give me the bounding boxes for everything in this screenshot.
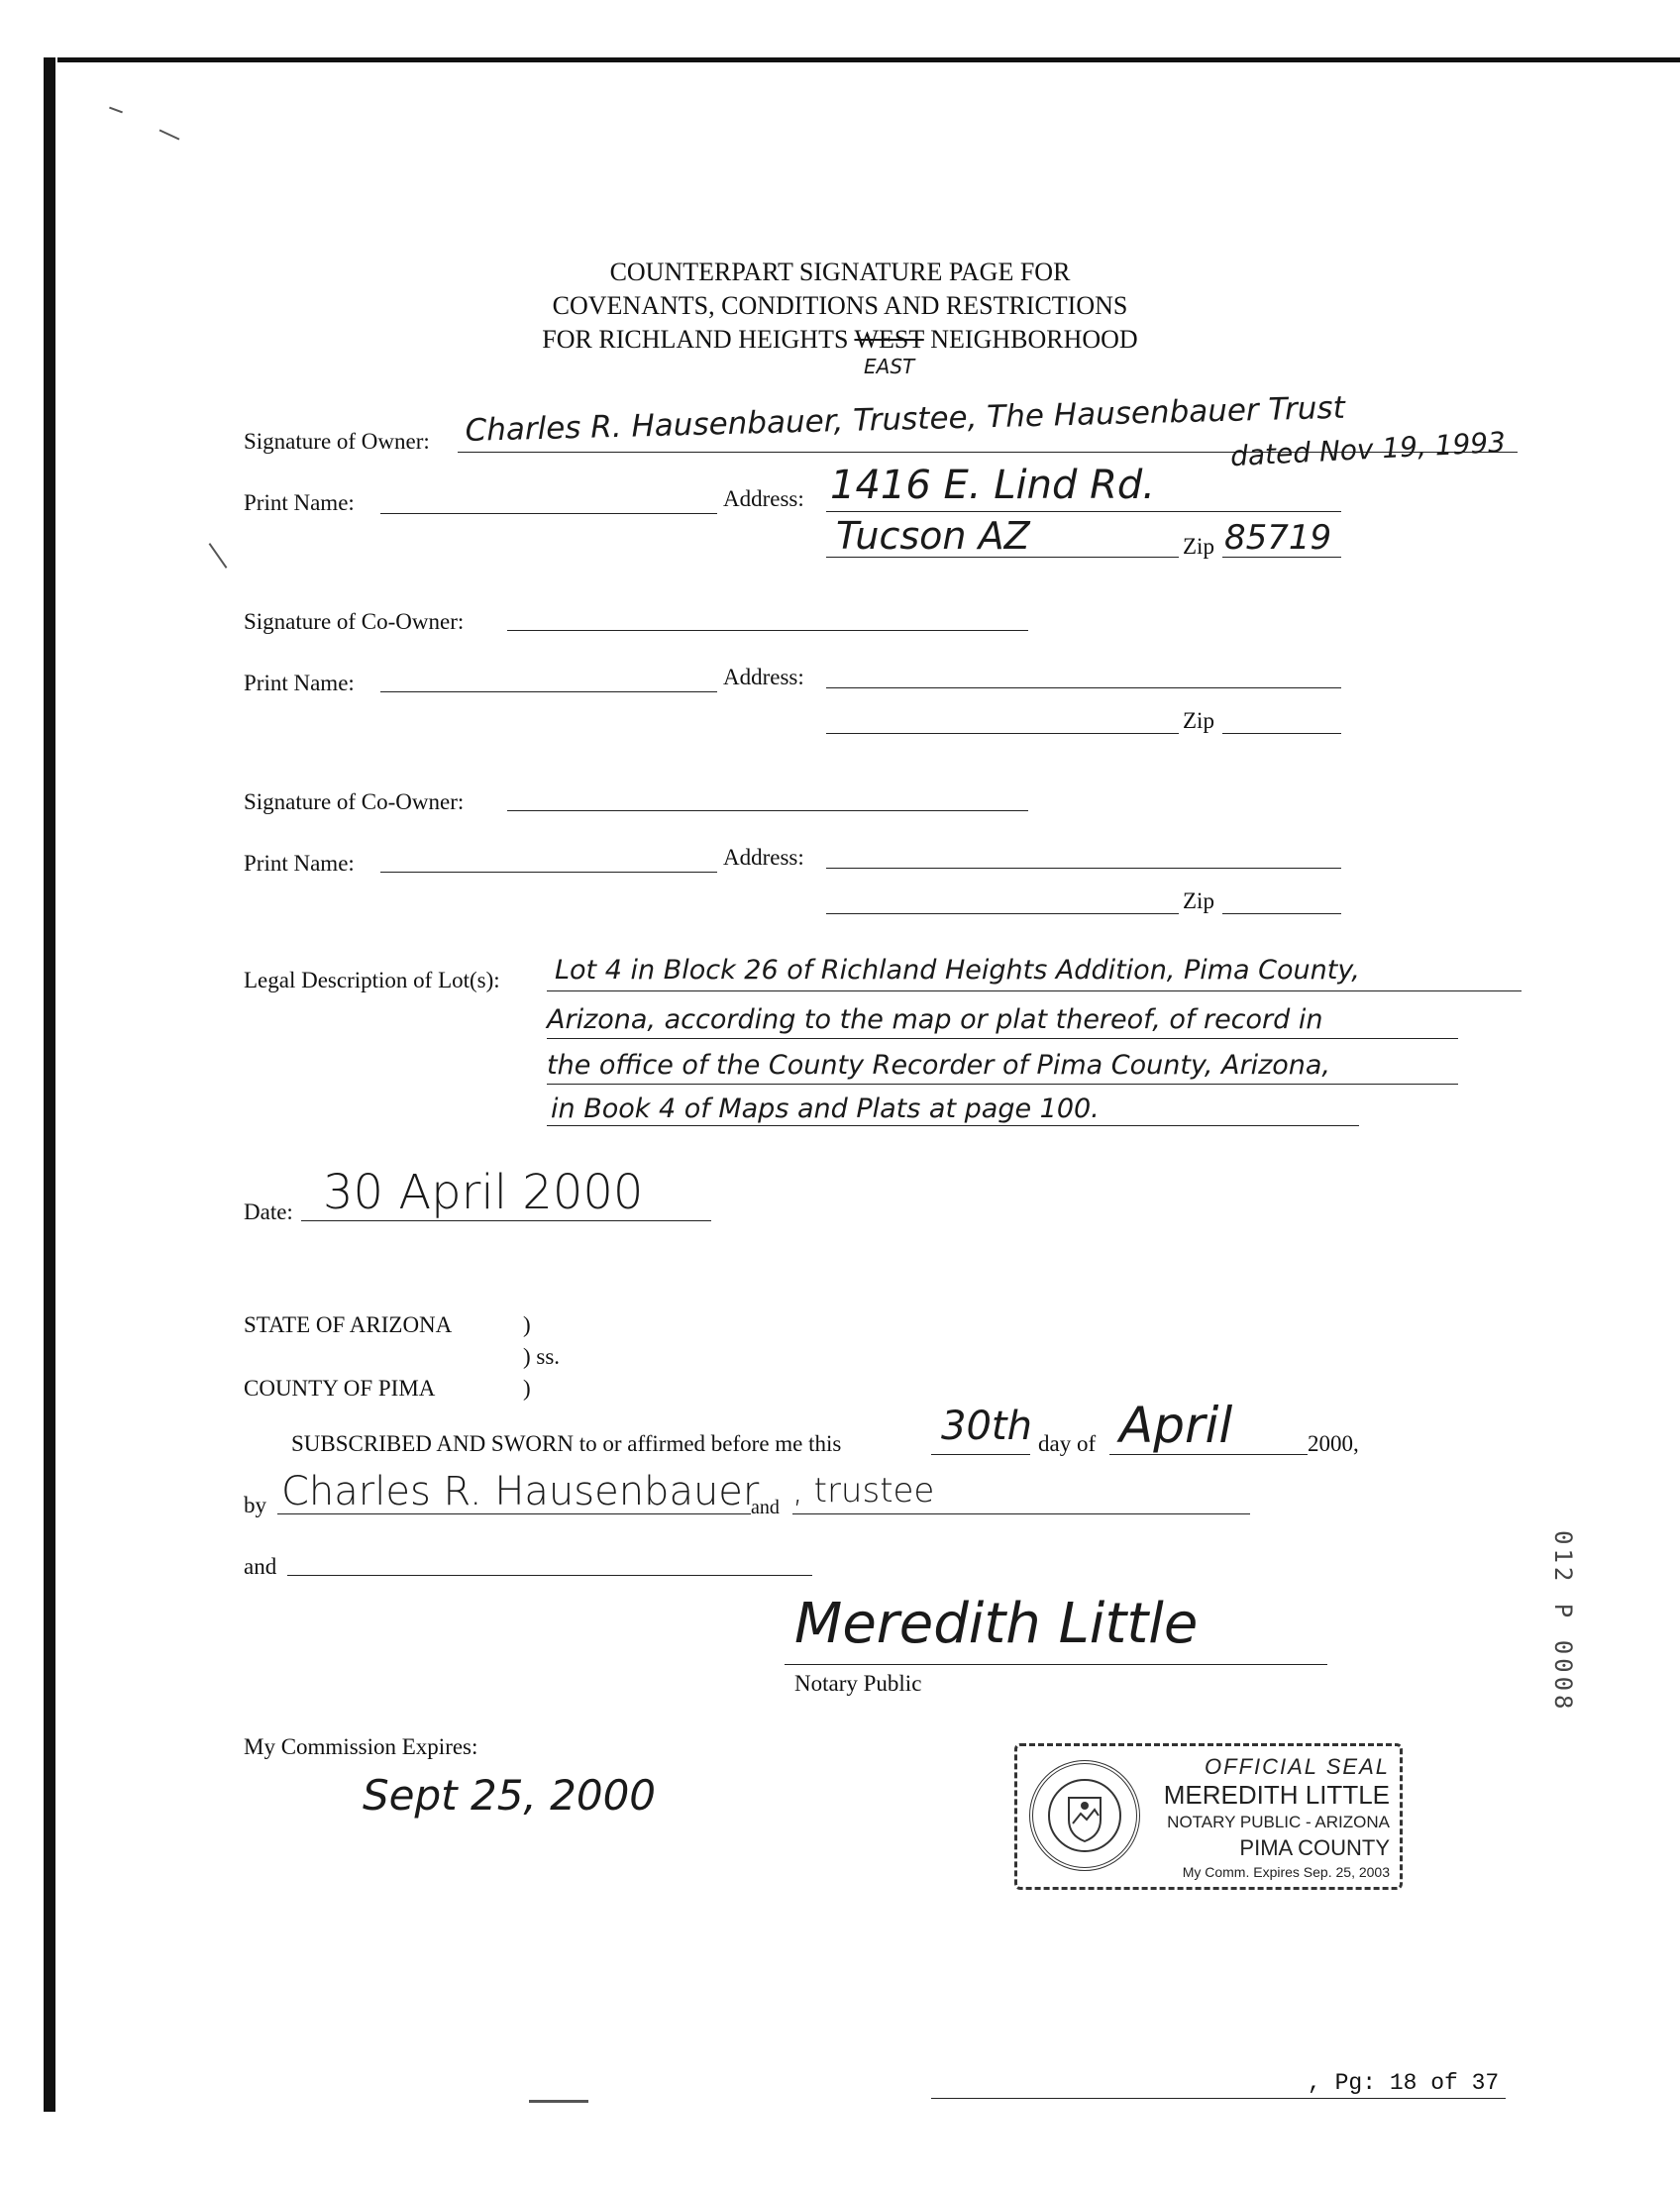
legal-description-line-2[interactable]: Arizona, according to the map or plat thereof, of record in <box>547 1004 1323 1035</box>
coowner1-print-name-line <box>380 691 717 692</box>
legal-line-1 <box>547 990 1522 991</box>
sworn-day-value[interactable]: 30th <box>941 1404 1032 1449</box>
legal-description-label: Legal Description of Lot(s): <box>244 968 500 992</box>
seal-shield-icon <box>1045 1776 1124 1855</box>
sworn-month-value[interactable]: April <box>1119 1397 1233 1454</box>
scan-border-top <box>57 57 1680 62</box>
owner-signature-note: dated Nov 19, 1993 <box>1229 425 1507 473</box>
scan-border-left <box>44 57 55 2112</box>
scan-speck <box>209 543 228 569</box>
coowner2-zip-label: Zip <box>1183 888 1214 913</box>
commission-label: My Commission Expires: <box>244 1734 478 1759</box>
owner-signature-label: Signature of Owner: <box>244 429 430 454</box>
legal-description-line-1[interactable]: Lot 4 in Block 26 of Richland Heights Addition, Pima County, <box>555 955 1360 986</box>
notary-public-label: Notary Public <box>794 1671 922 1696</box>
state-label: STATE OF ARIZONA <box>244 1312 453 1337</box>
and-inline-line <box>792 1513 1250 1514</box>
sworn-day-line <box>931 1454 1030 1455</box>
coowner2-zip-line <box>1222 913 1341 914</box>
county-label: COUNTY OF PIMA <box>244 1376 436 1401</box>
legal-line-4 <box>547 1125 1359 1126</box>
owner-address-line-1 <box>826 511 1341 512</box>
coowner1-signature-label: Signature of Co-Owner: <box>244 609 465 634</box>
coowner1-address-label: Address: <box>723 665 804 689</box>
official-seal-stamp <box>1014 1743 1403 1890</box>
owner-address-value-2[interactable]: Tucson AZ <box>836 514 1030 558</box>
legal-line-3 <box>547 1084 1458 1085</box>
owner-print-name-line <box>380 513 717 514</box>
state-paren: ) <box>523 1312 531 1337</box>
date-line <box>301 1220 711 1221</box>
page-number: , Pg: 18 of 37 <box>1308 2070 1500 2096</box>
notary-signature-line <box>785 1664 1327 1665</box>
title-line-1: COUNTERPART SIGNATURE PAGE FOR <box>609 258 1071 286</box>
title-line-3-prefix: FOR RICHLAND HEIGHTS <box>542 325 855 354</box>
by-value[interactable]: Charles R. Hausenbauer <box>281 1469 760 1514</box>
county-paren: ) <box>523 1376 531 1401</box>
footer-line <box>931 2098 1506 2099</box>
coowner1-address-line-1 <box>826 687 1341 688</box>
coowner1-address-line-2 <box>826 733 1179 734</box>
owner-print-name-label: Print Name: <box>244 490 355 515</box>
seal-line-5: My Comm. Expires Sep. 25, 2003 <box>1182 1864 1390 1880</box>
coowner1-zip-label: Zip <box>1183 708 1214 733</box>
legal-description-line-3[interactable]: the office of the County Recorder of Pima County, Arizona, <box>547 1050 1331 1081</box>
owner-signature-value[interactable]: Charles R. Hausenbauer, Trustee, The Hausenbauer Trust <box>465 389 1346 449</box>
coowner1-signature-line <box>507 630 1028 631</box>
ss-label: ) ss. <box>523 1344 561 1369</box>
day-of-label: day of <box>1038 1431 1097 1456</box>
coowner2-print-name-label: Print Name: <box>244 851 355 876</box>
by-label: by <box>244 1493 266 1517</box>
owner-zip-label: Zip <box>1183 534 1214 559</box>
and-line <box>287 1575 812 1576</box>
coowner1-print-name-label: Print Name: <box>244 671 355 695</box>
title-line-3-suffix: NEIGHBORHOOD <box>923 325 1138 354</box>
sworn-month-line <box>1109 1454 1308 1455</box>
state-seal-emblem-icon <box>1029 1760 1140 1871</box>
and-label: and <box>244 1554 277 1579</box>
owner-address-value-1[interactable]: 1416 E. Lind Rd. <box>830 463 1155 508</box>
title-line-3 <box>0 327 1680 353</box>
title-line-2: COVENANTS, CONDITIONS AND RESTRICTIONS <box>552 291 1128 320</box>
legal-line-2 <box>547 1038 1458 1039</box>
and-label-inline: and <box>751 1497 780 1518</box>
notary-signature[interactable]: Meredith Little <box>794 1592 1199 1656</box>
date-label: Date: <box>244 1199 293 1224</box>
scan-speck <box>159 129 180 140</box>
coowner2-address-line-1 <box>826 868 1341 869</box>
title-handwritten-insert: EAST <box>864 355 915 378</box>
coowner1-zip-line <box>1222 733 1341 734</box>
title-struck-word: WEST <box>854 325 924 354</box>
date-value[interactable]: 30 April 2000 <box>323 1165 644 1220</box>
side-recording-stamp: 012 P 0008 <box>1549 1530 1577 1714</box>
coowner2-print-name-line <box>380 872 717 873</box>
sworn-text: SUBSCRIBED AND SWORN to or affirmed before me this <box>291 1431 842 1456</box>
coowner2-address-line-2 <box>826 913 1179 914</box>
coowner2-address-label: Address: <box>723 845 804 870</box>
scan-speck <box>109 107 123 114</box>
year-suffix: 2000, <box>1308 1431 1359 1456</box>
seal-line-1: OFFICIAL SEAL <box>1205 1754 1390 1779</box>
seal-line-4: PIMA COUNTY <box>1239 1835 1390 1860</box>
legal-description-line-4[interactable]: in Book 4 of Maps and Plats at page 100. <box>551 1094 1100 1124</box>
and-inline-value[interactable]: , trustee <box>792 1471 935 1510</box>
coowner2-signature-label: Signature of Co-Owner: <box>244 789 465 814</box>
seal-line-2: MEREDITH LITTLE <box>1163 1780 1390 1810</box>
owner-address-label: Address: <box>723 486 804 511</box>
owner-zip-value[interactable]: 85719 <box>1224 518 1332 558</box>
commission-value[interactable]: Sept 25, 2000 <box>363 1771 657 1820</box>
coowner2-signature-line <box>507 810 1028 811</box>
scan-speck <box>529 2100 588 2103</box>
seal-line-3: NOTARY PUBLIC - ARIZONA <box>1167 1813 1390 1831</box>
